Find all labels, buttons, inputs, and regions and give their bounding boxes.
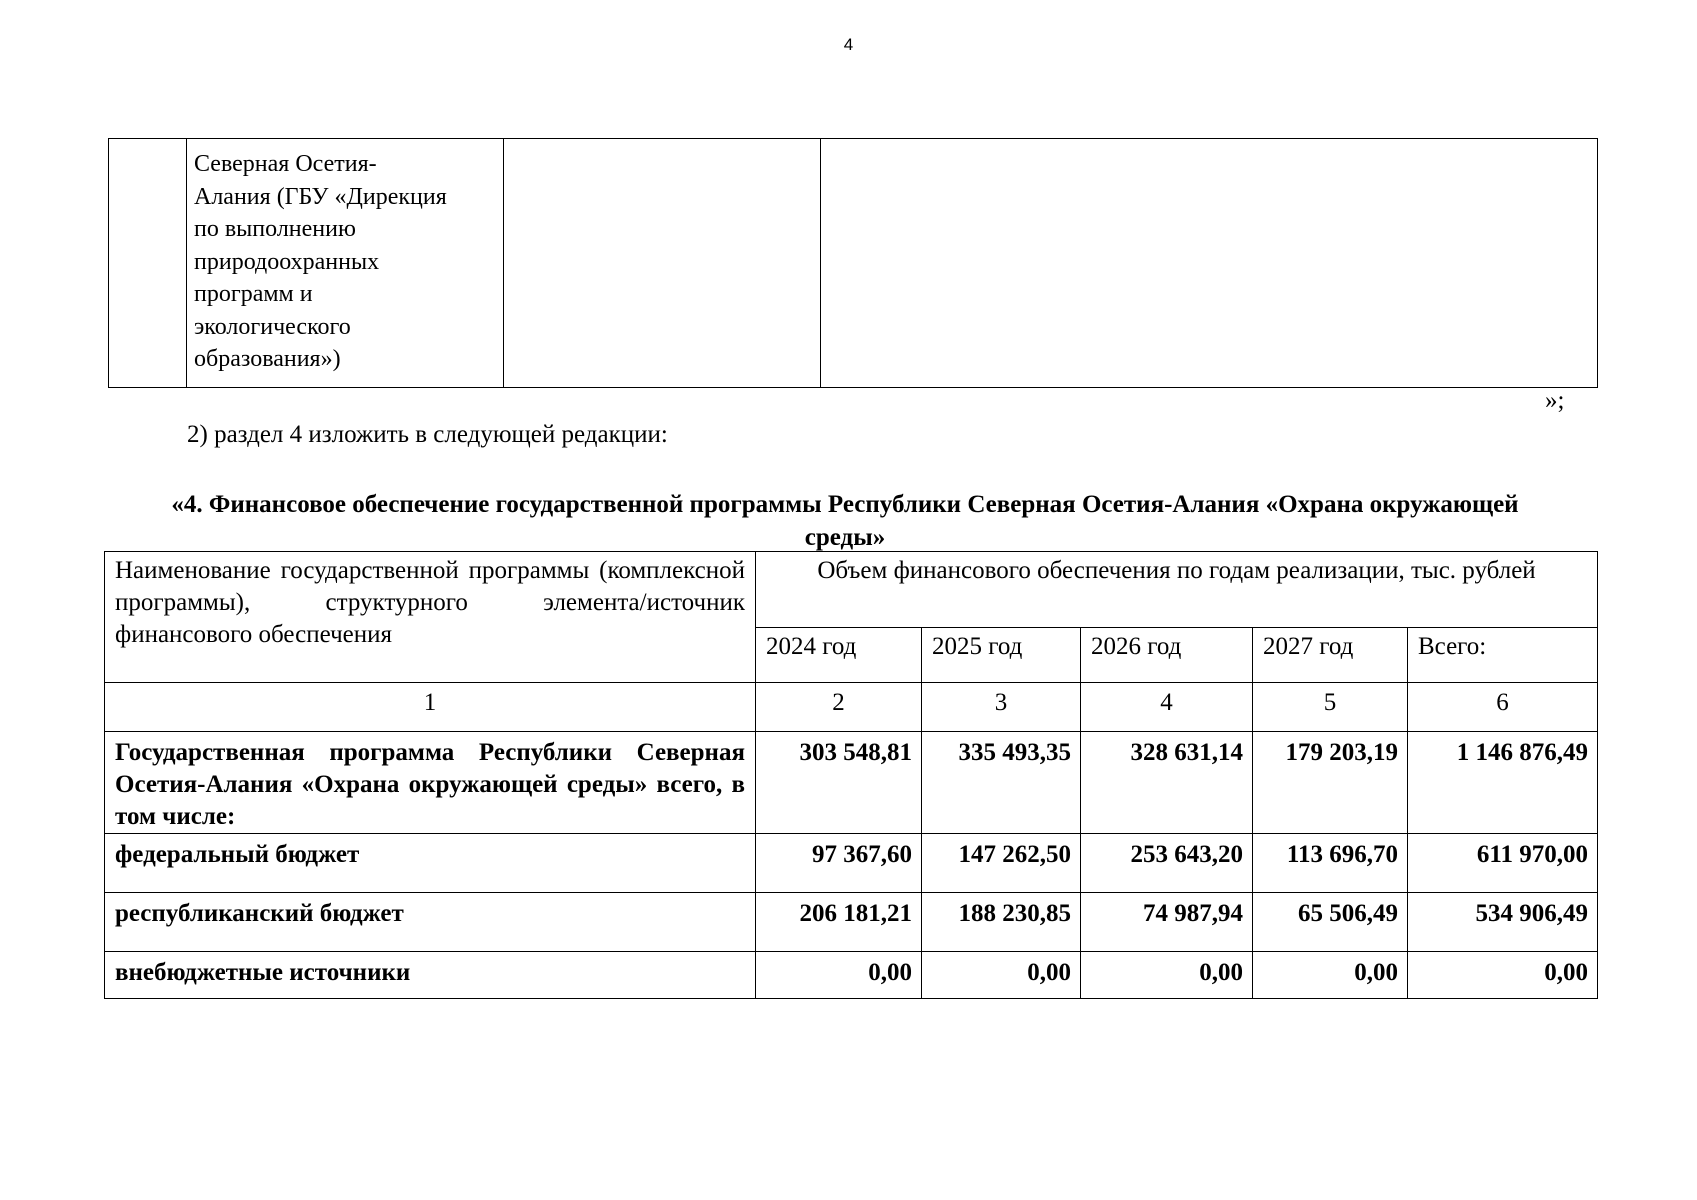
- value-cell: 188 230,85: [922, 893, 1081, 952]
- total-header: Всего:: [1408, 628, 1598, 683]
- table-row: [105, 893, 1598, 952]
- page-number: 4: [843, 35, 854, 54]
- organization-text: Северная Осетия- Алания (ГБУ «Дирекция по выполнению природоохранных программ и экологического образования»): [194, 151, 447, 372]
- value-cell: 65 506,49: [1253, 893, 1408, 952]
- table-row: [105, 834, 1598, 893]
- continuation-cell-1: [109, 139, 187, 388]
- total-value-cell: 1 146 876,49: [1408, 732, 1598, 834]
- volume-header: Объем финансового обеспечения по годам реализации, тыс. рублей: [756, 552, 1598, 628]
- value-cell: 253 643,20: [1081, 834, 1253, 893]
- value-cell: 328 631,14: [1081, 732, 1253, 834]
- year-header: 2025 год: [922, 628, 1081, 683]
- row-label-federal: федеральный бюджет: [105, 834, 756, 893]
- section-heading: «4. Финансовое обеспечение государственной программы Республики Северная Осетия-Алания «Охрана окружающей среды»: [171, 491, 1519, 551]
- total-value-cell: 611 970,00: [1408, 834, 1598, 893]
- header-row: [105, 552, 1598, 628]
- column-number: 4: [1081, 683, 1253, 732]
- value-cell: 0,00: [1081, 952, 1253, 999]
- column-number-row: [105, 683, 1598, 732]
- year-header: 2026 год: [1081, 628, 1253, 683]
- value-cell: 0,00: [922, 952, 1081, 999]
- year-header: 2024 год: [756, 628, 922, 683]
- total-value-cell: 534 906,49: [1408, 893, 1598, 952]
- row-label-extrabudgetary: внебюджетные источники: [105, 952, 756, 999]
- row-label-program-total: Государственная программа Республики Северная Осетия-Алания «Охрана окружающей среды» всего, в том числе:: [105, 732, 756, 834]
- column-number: 3: [922, 683, 1081, 732]
- year-header: 2027 год: [1253, 628, 1408, 683]
- continuation-cell-3: [504, 139, 821, 388]
- value-cell: 113 696,70: [1253, 834, 1408, 893]
- value-cell: 97 367,60: [756, 834, 922, 893]
- value-cell: 0,00: [1253, 952, 1408, 999]
- value-cell: 335 493,35: [922, 732, 1081, 834]
- column-number: 6: [1408, 683, 1598, 732]
- column-number: 2: [756, 683, 922, 732]
- continuation-row: [109, 139, 1598, 388]
- value-cell: 74 987,94: [1081, 893, 1253, 952]
- value-cell: 0,00: [756, 952, 922, 999]
- continuation-cell-4: [821, 139, 1598, 388]
- instruction-text: 2) раздел 4 изложить в следующей редакции:: [187, 421, 668, 448]
- finance-table: [104, 551, 1598, 999]
- value-cell: 206 181,21: [756, 893, 922, 952]
- column-number: 5: [1253, 683, 1408, 732]
- column-number: 1: [105, 683, 756, 732]
- value-cell: 147 262,50: [922, 834, 1081, 893]
- value-cell: 303 548,81: [756, 732, 922, 834]
- continuation-table: [108, 138, 1598, 388]
- table-row: [105, 732, 1598, 834]
- closing-quote: »;: [1545, 387, 1565, 414]
- table-row: [105, 952, 1598, 999]
- value-cell: 179 203,19: [1253, 732, 1408, 834]
- name-header: Наименование государственной программы (комплексной программы), структурного элемента/источник финансового обеспечения: [105, 552, 756, 683]
- total-value-cell: 0,00: [1408, 952, 1598, 999]
- continuation-cell-organization: [187, 139, 504, 388]
- row-label-republican: республиканский бюджет: [105, 893, 756, 952]
